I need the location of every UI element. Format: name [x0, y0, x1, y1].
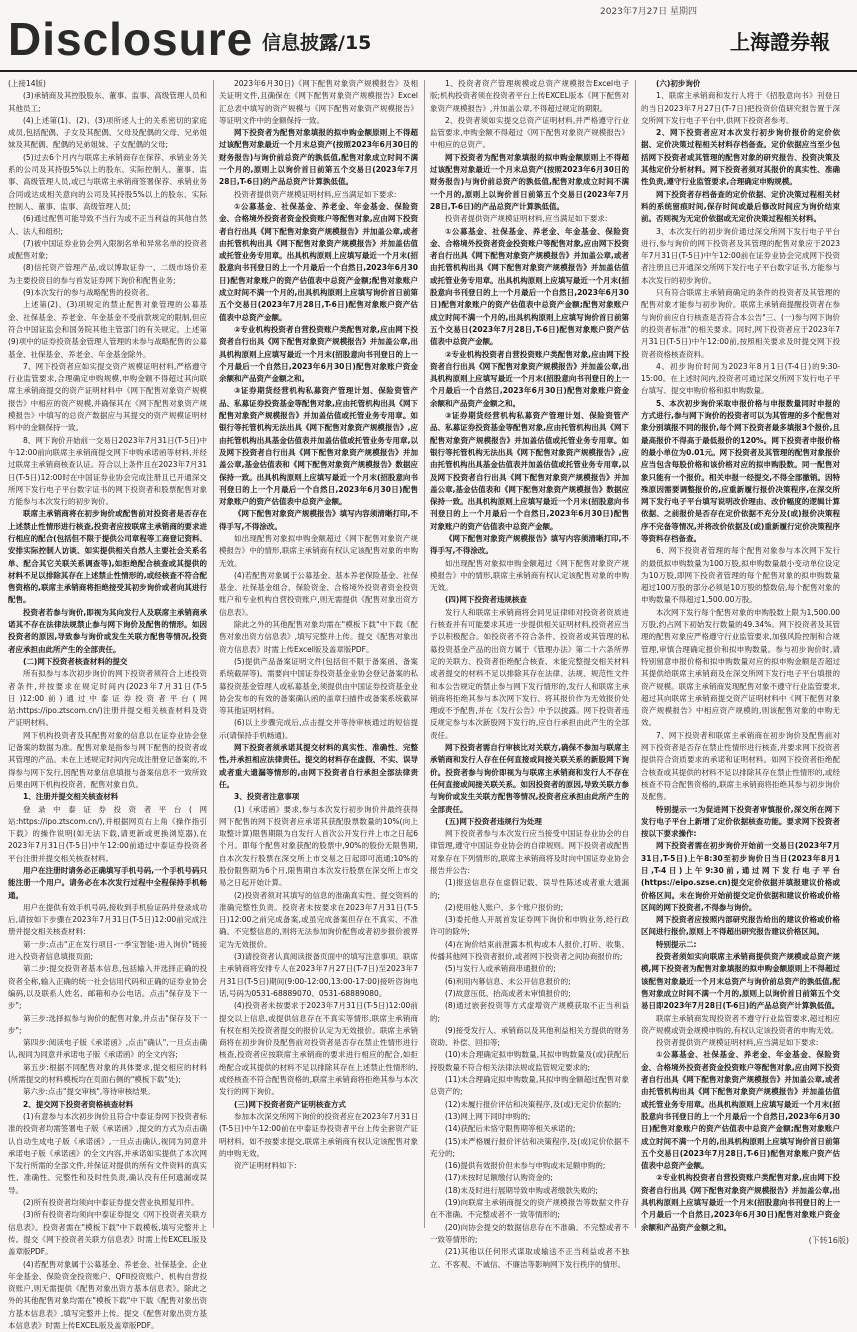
paragraph: (11)未合理确定拟申购数量,其拟申购金额超过配售对象总资产的;	[430, 1074, 629, 1099]
paragraph: ①公募基金、社保基金、养老金、年金基金、保险资金、合格境外投资者资金投资账户等配售对象,应由网下投资者自行出具《网下配售对象资产规模报告》并加盖公章,或者由托管机构出具《网下配售对象资产规模报告》并加盖估值或托管业务专用章。出具机构原则上应填写最近一个月末(招股意向书刊登日的上一个月最后一个自然日,2023年6月30日)配售对象账户的资产估值表中总资产金额;配售对象账户成立时间不满一个月的,出具机构原则上应填写询价首日前第五个交易日(2023年7月28日,T-6日)配售对象账户资产估值表中总资产金额。	[219, 201, 418, 324]
paragraph: (13)网上网下同时申购的;	[430, 1111, 629, 1123]
paragraph: (2)投资者须对其填写的信息的准确真实性、提交资料的准确完整性负责。投资者未按要求在2023年7月31日(T-5日)12:00之前完成备案,或虽完成备案但存在不真实、不准确、不完整信息的,则将无法参加询价配售或者初步报价被界定为无效报价。	[219, 890, 418, 951]
section-heading: (六)初步询价	[641, 78, 840, 90]
paragraph: 网下投资者参与本次发行应当接受中国证券业协会的自律管理,遵守中国证券业协会的自律规则。网下投资者或配售对象存在下列情形的,联席主承销商将及时向中国证券业协会报告并公告:	[430, 828, 629, 877]
column-divider	[635, 80, 636, 1228]
paragraph: 如出现配售对象拟申购金额超过《网下配售对象资产规模报告》中的情形,联席主承销商有权认定该配售对象的申购无效。	[430, 558, 629, 595]
paragraph: (4)上述第(1)、(2)、(3)项所述人士的关系密切的家庭成员,包括配偶、子女及其配偶、父母及配偶的父母、兄弟姐妹及其配偶、配偶的兄弟姐妹、子女配偶的父母;	[8, 115, 207, 152]
paragraph: ①公募基金、社保基金、养老金、年金基金、保险资金、合格境外投资者资金投资账户等配售对象,应由网下投资者自行出具《网下配售对象资产规模报告》并加盖公章,或者由托管机构出具《网下配售对象资产规模报告》并加盖估值或托管业务专用章。出具机构原则上应填写最近一个月末(招股意向书刊登日的上一个月最后一个自然日,2023年6月30日)配售对象账户的资产估值表中总资产金额;配售对象账户成立时间不满一个月的,出具机构原则上应填写询价首日前第五个交易日(2023年7月28日,T-6日)配售对象账户资产估值表中总资产金额。	[641, 1049, 840, 1172]
page-title: 信息披露/15	[262, 28, 371, 55]
paragraph: (18)未及时进行展期导致申购或者缴款失败的;	[430, 1185, 629, 1197]
paragraph: 7、网下投资者应如实提交资产规模证明材料,严格遵守行业监管要求,合理确定申购规模,申购金额不得超过其向联席主承销商提交的资产证明材料中《网下配售对象资产规模报告》中相应的资产规模,并确保其在《网下配售对象资产规模报告》中填写的总资产数据应与其提交的资产规模证明材料中的金额保持一致。	[8, 361, 207, 435]
paragraph: 联席主承销商发现投资者不遵守行业监管要求,超过相应资产规模或资金规模申购的,有权认定该投资者的申购无效。	[641, 1013, 840, 1038]
section-heading: (五)网下投资者违规行为处理	[430, 816, 629, 828]
paragraph: ①公募基金、社保基金、养老金、年金基金、保险资金、合格境外投资者资金投资账户等配售对象,应由网下投资者自行出具《网下配售对象资产规模报告》并加盖公章,或者由托管机构出具《网下配售对象资产规模报告》并加盖估值或托管业务专用章。出具机构原则上应填写最近一个月末(招股意向书刊登日的上一个月最后一个自然日,2023年6月30日)配售对象账户的资产估值表中总资产金额;配售对象账户成立时间不满一个月的,出具机构原则上应填写询价首日前第五个交易日(2023年7月28日,T-6日)配售对象账户资产估值表中总资产金额。	[430, 226, 629, 349]
column-divider	[213, 80, 214, 1228]
paragraph: (4)投资者未按要求于2023年7月31日(T-5日)12:00前提交以上信息,或提供信息存在不真实等情形,联席主承销商有权在相关投资者提交的报价认定为无效报价。联席主承销商将在初步询价及配售前对投资者是否存在禁止性情形进行核查,投资者应按联席主承销商的要求进行相应的配合,如拒绝配合或其提供的材料不足以排除其存在上述禁止性情形的,或经核查不符合配售资格的,联席主承销商将拒绝其参与本次发行的网下询价。	[219, 1000, 418, 1098]
paragraph: 网下投资者应按照内部研究报告给出的建议价格或价格区间进行报价,原则上不得超出研究报告建议价格区间。	[641, 914, 840, 939]
paragraph: 《网下配售对象资产规模报告》填写内容须清晰打印,不得手写,不得涂改。	[430, 533, 629, 558]
paragraph: ②专业机构投资者自营投资账户类配售对象,应由网下投资者自行出具《网下配售对象资产规模报告》并加盖公章,出具机构原则上应填写最近一个月末(招股意向书刊登日的上一个月最后一个自然日,2023年6月30日)配售对象账户资金余额和产品资产金额之和。	[219, 324, 418, 385]
paragraph: 2、网下投资者应对本次发行初步询价报价的定价依据、定价决策过程相关材料存档备查。定价依据应当至少包括网下投资者或其管理的配售对象的研究报告、投资决策及其他定价分析材料。网下投资者须对其报价的真实性、准确性负责,遵守行业监管要求,合理确定申购规模。	[641, 127, 840, 188]
section-heading: 1、注册并提交相关核查材料	[8, 791, 207, 803]
paragraph: (1)报送信息存在虚假记载、误导性陈述或者重大遗漏的;	[430, 877, 629, 902]
paragraph: (19)向联席主承销商提交的资产规模报告等数据文件存在不准确、不完整或者不一致等情形的;	[430, 1197, 629, 1222]
paragraph: 第一步:点击"正在发行项目-一季宝智能-进入询价"链接进入投资者信息填报页面;	[8, 939, 207, 964]
paragraph: ③证券期货经营机构私募资产管理计划、保险资管产品、私募证券投资基金等配售对象,应由托管机构出具《网下配售对象资产规模报告》并加盖估值或托管业务专用章。如银行等托管机构无法出具《网下配售对象资产规模报告》,应由托管机构出具基金估值表并加盖估值或托管业务专用章,以及网下投资者自行出具《网下配售对象资产规模报告》并加盖公章,基金估值表和《网下配售对象资产规模报告》数据应保持一致。出具机构原则上应填写最近一个月末(招股意向书刊登日的上一个月最后一个自然日,2023年6月30日)配售对象账户的资产估值表中总资产金额。	[430, 410, 629, 533]
paragraph: 资产证明材料如下:	[219, 1160, 418, 1172]
paragraph: 网下投资者为配售对象填报的拟申购金额原则上不得超过该配售对象最近一个月末总资产(按照2023年6月30日的财务报告)与询价前总资产的孰低值,配售对象成立时间不满一个月的,原则上以询价首日前第五个交易日(2023年7月28日,T-6日)的产品总资产计算孰低值。	[430, 152, 629, 213]
issue-date: 2023年7月27日 星期四	[600, 4, 697, 17]
paragraph: (10)未合理确定拟申购数量,其拟申购数量及(或)获配后持股数量不符合相关法律法规或监管规定要求的;	[430, 1049, 629, 1074]
paragraph: (3)所有投资者均须向中泰证券提交《网下投资者关联方信息表》。投资者需在"模板下载"中下载模板,填写完整并上传。提交《网下投资者关联方信息表》时需上传EXCEL版及盖章版PDF。	[8, 1209, 207, 1258]
column-divider	[424, 80, 425, 1228]
paragraph: (2)所有投资者均须向中泰证券提交营业执照复印件。	[8, 1197, 207, 1209]
paragraph: (8)信托资产管理产品,或以博取证券一、二级市场价差为主要投资目的参与首发证券网下询价和配售业务;	[8, 262, 207, 287]
paragraph: 2023年6月30日)《网下配售对象资产规模报告》及相关证明文件,且确保在《网下配售对象资产规模报告》Excel汇总表中填写的资产规模与《网下配售对象资产规模报告》等证明文件中的金额保持一致。	[219, 78, 418, 127]
paragraph: 网下投资者须承诺其提交材料的真实性、准确性、完整性,并承担相应法律责任。提交的材料存在虚假、不实、误导或者重大遗漏等情形的,由网下投资者自行承担全部法律责任。	[219, 742, 418, 791]
section-heading: 2、提交网下投资者资格核查材料	[8, 1099, 207, 1111]
paragraph: (14)获配后未恪守限售期等相关承诺的;	[430, 1123, 629, 1135]
section-heading: (二)网下投资者核查材料的提交	[8, 656, 207, 668]
paragraph: ②专业机构投资者自营投资账户类配售对象,应由网下投资者自行出具《网下配售对象资产规模报告》并加盖公章,出具机构原则上应填写最近一个月末(招股意向书刊登日的上一个月最后一个自然日,2023年6月30日)配售对象账户资金余额和产品资产金额之和。	[641, 1172, 840, 1233]
paragraph: (2)使用他人账户、多个账户报价的;	[430, 902, 629, 914]
paragraph: (3)委托他人开展首发证券网下询价和申购业务,经行政许可的除外;	[430, 914, 629, 939]
paragraph: 用户在提供有效手机号码,接收到手机验证码并登录成功后,请按如下步骤在2023年7月31日(T-5日)12:00前完成注册并提交相关核查材料:	[8, 902, 207, 939]
paragraph: (21)其他以任何形式谋取或输送不正当利益或者不独立、不客观、不诚信、不廉洁等影响网下发行秩序的情形。	[430, 1246, 629, 1271]
paragraph: (1)《承诺函》要求,参与本次发行初步询价并最终获得网下配售的网下投资者应承诺其获配股票数量的10%(向上取整计算)限售期限为自发行人首次公开发行并上市之日起6个月。即每个配售对象获配的股票中,90%的股份无限售期,自本次发行股票在深交所上市交易之日起即可流通;10%的股份限售期为6个月,限售期自本次发行股票在深交所上市交易之日起开始计算。	[219, 804, 418, 890]
paragraph: ②专业机构投资者自营投资账户类配售对象,应由网下投资者自行出具《网下配售对象资产规模报告》并加盖公章,出具机构原则上应填写最近一个月末(招股意向书刊登日的上一个月最后一个自然日,2023年6月30日)配售对象账户资金余额和产品资产金额之和。	[430, 349, 629, 410]
paragraph: 发行人和联席主承销商将会同见证律师对投资者资质进行核查并有可能要求其进一步提供相关证明材料,投资者应当予以积极配合。如投资者不符合条件、投资者或其管理的私募投资基金产品的出资方属于《管理办法》第二十六条所界定的关联方、投资者拒绝配合核查、未能完整提交相关材料或者提交的材料不足以排除其存在法律、法规、规范性文件和本公告规定的禁止参与网下发行情形的,发行人和联席主承销商将拒绝其参与本次网下发行、将其报价作为无效报价处理或不予配售,并在《发行公告》中予以披露。网下投资者违反规定参与本次新股网下发行的,应自行承担由此产生的全部责任。	[430, 607, 629, 742]
paragraph: 第五步:根据不同配售对象的具体要求,提交相应的材料(所需提交的材料模板均在页面右侧的"模板下载"处);	[8, 1062, 207, 1087]
paragraph: (6)以上步骤完成后,点击提交并等待审核通过的短信提示(请保持手机畅通)。	[219, 717, 418, 742]
section-brand: Disclosure	[8, 12, 253, 66]
paragraph: 8、网下询价开始前一交易日2023年7月31日(T-5日)中午12:00前向联席主承销商提交网下申购承诺函等材料,并经过联席主承销商核查认证。符合以上条件且在2023年7月31日(T-5日)12:00时在中国证券业协会完成注册且已开通深交所网下发行电子平台数字证书的网下投资者和股票配售对象方能参与本次发行的初步询价。	[8, 435, 207, 509]
paragraph: 投资者提供资产规模证明材料,应当满足如下要求:	[641, 1037, 840, 1049]
paragraph: (8)通过嵌套投资等方式虚增资产规模获取不正当利益的;	[430, 1000, 629, 1025]
paragraph: (4)在询价结束前泄露本机构或本人报价,打听、收集、传播其他网下投资者报价,或者网下投资者之间协商报价的;	[430, 939, 629, 964]
paragraph: 《网下配售对象资产规模报告》填写内容须清晰打印,不得手写,不得涂改。	[219, 508, 418, 533]
paragraph: 第二步:提交投资者基本信息,包括输入并选择正确的投资者全称,输入正确的统一社会信用代码和正确的证券业协会编码,以及联系人姓名、邮箱和办公电话。点击"保存及下一步";	[8, 963, 207, 1012]
paragraph: 6、网下投资者管理的每个配售对象参与本次网下发行的最低拟申购数量为100万股,拟申购数量最小变动单位设定为10万股,即网下投资者管理的每个配售对象的拟申购数量超过100万股的部分必须是10万股的整数倍,每个配售对象的申购数量不得超过1,500.00万股。	[641, 545, 840, 606]
paragraph: 网下投资者需自行审核比对关联方,确保不参加与联席主承销商和发行人存在任何直接或间接关联关系的新股网下询价。投资者参与询价即视为与联席主承销商和发行人不存在任何直接或间接关联关系。如因投资者的原因,导致关联方参与询价或发生关联方配售等情况,投资者应承担由此所产生的全部责任。	[430, 742, 629, 816]
paragraph: 第四步:阅读电子版《承诺函》,点击"确认",一旦点击确认,视同为同意并承诺电子版《承诺函》的全文内容;	[8, 1037, 207, 1062]
masthead	[0, 0, 857, 72]
paragraph: 网下投资者存档备查的定价依据、定价决策过程相关材料的系统留痕时间,保存时间或最后修改时间应为询价结束前。否则视为无定价依据或无定价决策过程相关材料。	[641, 189, 840, 226]
paragraph: 用户在注册时请务必正确填写手机号码,一个手机号码只能注册一个用户。请务必在本次发行过程中全程保持手机畅通。	[8, 865, 207, 902]
paragraph: 登录中泰证券投资者平台(网站:https://ipo.ztscom.cn/),并根据网页右上角《操作指引下载》的操作说明(如无法下载,请更新或更换浏览器),在2023年7月31日(T-5日)中午12:00前通过中泰证券投资者平台注册并提交相关核查材料。	[8, 804, 207, 865]
paragraph: 5、本次初步询价采取申报价格与申报数量同时申报的方式进行,参与网下询价的投资者可以为其管理的多个配售对象分别填报不同的报价,每个网下投资者最多填报3个报价,且最高报价不得高于最低报价的120%。网下投资者申报价格的最小单位为0.01元。网下投资者及其管理的配售对象报价应当包含每股价格和该价格对应的拟申购股数。同一配售对象只能有一个报价。相关申报一经提交,不得全部撤销。因特殊原因需要调整报价的,应重新履行报价决策程序,在深交所网下发行电子平台填写说明改价理由、改价幅度的逻辑计算依据、之前报价是否存在定价依据不充分及(或)报价决策程序不完备等情况,并将改价依据及(或)重新履行定价决策程序等资料存档备查。	[641, 398, 840, 546]
paragraph: (5)与发行人或承销商串通报价的;	[430, 963, 629, 975]
paragraph: 特别提示二:	[641, 939, 840, 951]
paragraph: 特别提示一:为促进网下投资者审慎报价,深交所在网下发行电子平台上新增了定价依据核查功能。要求网下投资者按以下要求操作:	[641, 804, 840, 841]
paragraph: 网下投资者为配售对象填报的拟申购金额原则上不得超过该配售对象最近一个月末总资产(按照2023年6月30日的财务报告)与询价前总资产的孰低值,配售对象成立时间不满一个月的,原则上以询价首日前第五个交易日(2023年7月28日,T-6日)的产品总资产计算孰低值。	[219, 127, 418, 188]
paragraph: (12)未履行报价评估和决策程序,及(或)无定价依据的;	[430, 1099, 629, 1111]
section-heading: 3、投资者注意事项	[219, 791, 418, 803]
paragraph: (15)未严格履行报价评估和决策程序,及(或)定价依据不充分的;	[430, 1136, 629, 1161]
paragraph: (6)利用内幕信息、未公开信息报价的;	[430, 976, 629, 988]
paragraph: 如出现配售对象拟申购金额超过《网下配售对象资产规模报告》中的情形,联席主承销商有权认定该配售对象的申购无效。	[219, 533, 418, 570]
paragraph: 投资者提供资产规模证明材料,应当满足如下要求:	[219, 189, 418, 201]
paragraph: (20)向协会提交的数据信息存在不准确、不完整或者不一致等情形的;	[430, 1222, 629, 1247]
text-column-2	[219, 78, 418, 1228]
paragraph: 除此之外的其他配售对象均需在"模板下载"中下载《配售对象出资方信息表》,填写完整并上传。提交《配售对象出资方信息表》时需上传Excel版及盖章版PDF。	[219, 619, 418, 656]
paragraph: (上接14版)	[8, 78, 207, 90]
paragraph: 投资者若参与询价,即视为其向发行人及联席主承销商承诺其不存在法律法规禁止参与网下询价及配售的情形。如因投资者的原因,导致参与询价或发生关联方配售等情况,投资者应承担由此所产生的全部责任。	[8, 607, 207, 656]
paragraph: (16)提供有效报价但未参与申购或未足额申购的;	[430, 1160, 629, 1172]
paragraph: (3)承销商及其控股股东、董事、监事、高级管理人员和其他员工;	[8, 90, 207, 115]
paragraph: (9)本次发行的参与战略配售的投资者。	[8, 287, 207, 299]
paragraph: (3)请投资者认真阅读报备页面中的填写注意事项。联席主承销商将安排专人在2023年7月27日(T-7日)至2023年7月31日(T-5日)期间(9:00-12:00,13:00-17:00)接听咨询电话,号码为0531-68889070、0531-68889080。	[219, 951, 418, 1000]
section-heading: (四)网下投资者违规核查	[430, 594, 629, 606]
text-column-1	[8, 78, 207, 1228]
paragraph: (7)故意压低、抬高或者未审慎报价的;	[430, 988, 629, 1000]
paragraph: 投资者须如实向联席主承销商提供资产规模或总资产规模,网下投资者为配售对象填报的拟申购金额原则上不得超过该配售对象最近一个月末总资产与询价前总资产的孰低值,配售对象成立时间不满一个月的,原则上以询价首日前第五个交易日即2023年7月28日(T-6日)的产品总资产计算孰低值。	[641, 951, 840, 1012]
paragraph: (1)有意参与本次初步询价且符合中泰证券网下投资者标准的投资者均需签署电子版《承诺函》,提交的方式为点击确认自动生成电子版《承诺函》,一旦点击确认,视同为同意并承诺电子版《承诺函》的全文内容,并承诺如实提供了本次网下发行所需的全部文件,并保证对提供的所有文件资料的真实性、准确性、完整性和及时性负责,确认没有任何遗漏或误导。	[8, 1111, 207, 1197]
paragraph: 本次网下发行每个配售对象的申购股数上限为1,500.00万股,约占网下初始发行数量的49.34%。网下投资者及其管理的配售对象应严格遵守行业监管要求,加强风险控制和合规管理,审慎合理确定报价和拟申购数量。参与初步询价时,请特别留意申报价格和拟申购数量对应的拟申购金额是否超过其提供给联席主承销商及在深交所网下发行电子平台填报的资产规模。联席主承销商发现配售对象不遵守行业监管要求,超过其向联席主承销商提交资产证明材料中《网下配售对象资产规模报告》中相应资产规模的,则该配售对象的申购无效。	[641, 607, 840, 730]
paragraph: 只有符合联席主承销商确定的条件的投资者及其管理的配售对象才能参与初步询价。联席主承销商提醒投资者在参与询价前应自行核查是否符合本公告"三、(一)参与网下询价的投资者标准"的相关要求。同时,网下投资者应于2023年7月31日(T-5日)中午12:00前,按照相关要求及时提交网下投资者资格核查资料。	[641, 287, 840, 361]
paragraph: 2、投资者须如实提交总资产证明材料,并严格遵守行业监管要求,申购金额不得超过《网下配售对象资产规模报告》中相应的总资产。	[430, 115, 629, 152]
paragraph: 第三步:选择拟参与询价的配售对象,并点击"保存及下一步";	[8, 1013, 207, 1038]
paragraph: (6)通过配售可能导致不当行为或不正当利益的其他自然人、法人和组织;	[8, 213, 207, 238]
continued-note: (下转16版)	[809, 1235, 849, 1246]
paragraph: 上述第(2)、(3)项规定的禁止配售对象管理的公募基金、社保基金、养老金、年金基金不受前款规定的限制,但应符合中国证监会和国务院其他主管部门的有关规定。上述第(9)项中的证券投资基金管理人管理的未参与战略配售的公募基金、社保基金、养老金、年金基金除外。	[8, 299, 207, 360]
paragraph: (7)被中国证券业协会列入限制名单和异常名单的投资者或配售对象;	[8, 238, 207, 263]
section-heading: (三)网下投资者资产证明核查方式	[219, 1099, 418, 1111]
text-column-3	[430, 78, 629, 1228]
paragraph: (5)过去6个月内与联席主承销商存在保荐、承销业务关系的公司及其持股5%以上的股东、实际控制人、董事、监事、高级管理人员,或已与联席主承销商签署保荐、承销业务合同或达成相关意向的公司及其持股5%以上的股东、实际控制人、董事、监事、高级管理人员;	[8, 152, 207, 213]
paragraph: 联席主承销商将在初步询价或配售前对投资者是否存在上述禁止性情形进行核查,投资者应按联席主承销商的要求进行相应的配合(包括但不限于提供公司章程等工商登记资料、安排实际控制人访谈、如实提供相关自然人主要社会关系名单、配合其它关联关系调查等),如拒绝配合核查或其提供的材料不足以排除其存在上述禁止性情形的,或经核查不符合配售资格的,联席主承销商将拒绝接受其初步询价或者向其进行配售。	[8, 508, 207, 606]
paragraph: 1、联席主承销商和发行人将于《招股意向书》刊登日的当日2023年7月27日(T-7日)把投资价值研究报告置于深交所网下发行电子平台中,供网下投资者参考。	[641, 90, 840, 127]
paragraph: 网下机构投资者及其配售对象的信息以在证券业协会登记备案的数据为准。配售对象是指参与网下配售的投资者或其管理的产品。未在上述规定时间内完成注册登记备案的,不得参与网下发行,因配售对象信息填报与备案信息不一致所致后果由网下机构投资者、配售对象自负。	[8, 730, 207, 791]
paragraph: 1、投资者资产管理规模或总资产规模报告Excel电子版;机构投资者须在投资者平台上传EXCEL版本《网下配售对象资产规模报告》,并加盖公章,不得超过规定的期限。	[430, 78, 629, 115]
paragraph: 网下投资者需在初步询价开始前一交易日(2023年7月31日,T-5日)上午8:30至初步询价日当日(2023年8月1日,T-4日)上午9:30前,通过网下发行电子平台(https://eipo.szse.cn)提交定价依据并填报建议价格或价格区间。未在询价开始前提交定价依据和建议价格或价格区间的网下投资者,不得参与询价。	[641, 840, 840, 914]
paragraph: 3、本次发行的初步询价通过深交所网下发行电子平台进行,参与询价的网下投资者及其管理的配售对象应于2023年7月31日(T-5日)中午12:00前在证券业协会完成网下投资者注册且已开通深交所网下发行电子平台数字证书,方能参与本次发行的初步询价。	[641, 226, 840, 287]
paragraph: 所有拟参与本次初步询价的网下投资者须符合上述投资者条件,并按要求在规定时间内(2023年7月31日(T-5日)12:00前)通过中泰证券投资者平台(网站:https://ipo.ztscom.cn/)注册并提交相关核查材料及资产证明材料。	[8, 668, 207, 729]
paragraph: 第六步:点击"提交审核",等待审核结果。	[8, 1086, 207, 1098]
paragraph: 投资者提供资产规模证明材料,应当满足如下要求:	[430, 213, 629, 225]
paragraph: 4、初步询价时间为2023年8月1日(T-4日)的9:30-15:00。在上述时间内,投资者可通过深交所网下发行电子平台填写、提交申购价格和拟申购数量。	[641, 361, 840, 398]
paragraph: 7、网下投资者和联席主承销商在初步询价及配售前对网下投资者是否存在禁止性情形进行核查,并要求网下投资者提供符合资质要求的承诺和证明材料。如网下投资者拒绝配合核查或其提供的材料不足以排除其存在禁止性情形的,或经核查不符合配售资格的,联席主承销商将拒绝其参与初步询价及配售。	[641, 730, 840, 804]
paragraph: (9)接受发行人、承销商以及其他利益相关方提供的财务资助、补偿、回扣等;	[430, 1025, 629, 1050]
text-column-4	[641, 78, 840, 1228]
paragraph: 参加本次深交所网下询价的投资者应在2023年7月31日(T-5日)中午12:00前在中泰证券投资者平台上传全套资产证明材料。如不按要求提交,联席主承销商有权认定该配售对象的申购无效。	[219, 1111, 418, 1160]
paragraph: (4)若配售对象属于公募基金、基本养老保险基金、社保基金、社保基金组合、保险资金、合格境外投资者资金投资账户和专业机构自营投资账户,则无需提供《配售对象出资方信息表》。	[219, 570, 418, 619]
newspaper-logo: 上海證券報	[730, 26, 830, 55]
paragraph: (5)提供产品备案证明文件(包括但不限于备案函、备案系统截屏等)。需要向中国证券投资基金业协会登记备案的私募投资基金管理人或私募基金,须提供由中国证券投资基金业协会发布的有效的备案确认函的盖章扫描件或备案系统截屏等其他证明材料。	[219, 656, 418, 717]
paragraph: ③证券期货经营机构私募资产管理计划、保险资管产品、私募证券投资基金等配售对象,应由托管机构出具《网下配售对象资产规模报告》并加盖估值或托管业务专用章。如银行等托管机构无法出具《网下配售对象资产规模报告》,应由托管机构出具基金估值表并加盖估值或托管业务专用章,以及网下投资者自行出具《网下配售对象资产规模报告》并加盖公章,基金估值表和《网下配售对象资产规模报告》数据应保持一致。出具机构原则上应填写最近一个月末(招股意向书刊登日的上一个月最后一个自然日,2023年6月30日)配售对象账户的资产估值表中总资产金额。	[219, 385, 418, 508]
paragraph: (4)若配售对象属于公募基金、养老金、社保基金、企业年金基金、保险资金投资账户、QFII投资账户、机构自营投资账户,则无需提供《配售对象出资方基本信息表》。除此之外的其他配售对象均需在"模板下载"中下载《配售对象出资方基本信息表》,填写完整并上传。提交《配售对象出资方基本信息表》时需上传EXCEL版及盖章版PDF。	[8, 1259, 207, 1332]
paragraph: (17)未按时足额缴付认购资金的;	[430, 1172, 629, 1184]
